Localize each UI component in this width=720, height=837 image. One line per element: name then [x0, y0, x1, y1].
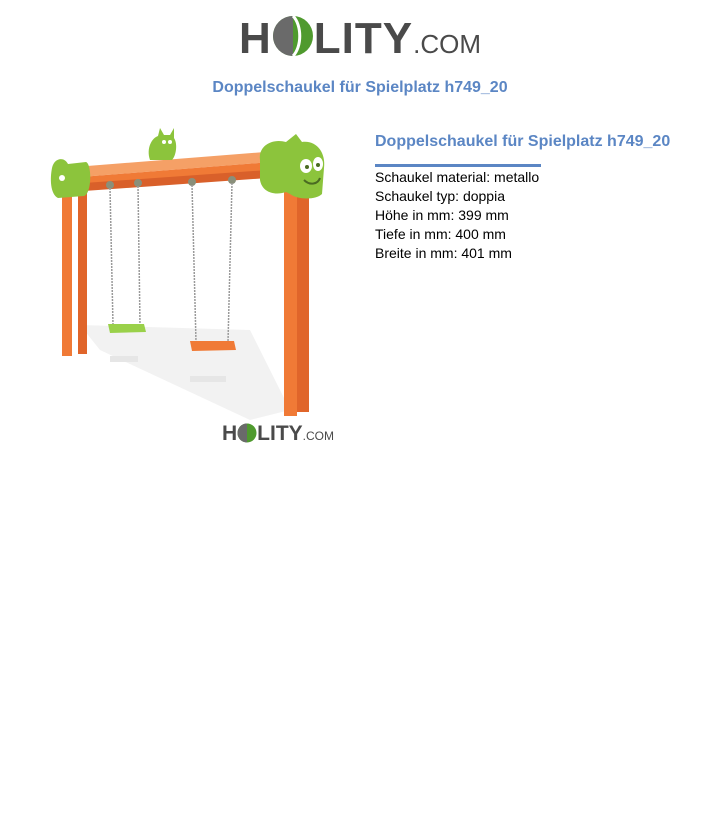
spec-depth: Tiefe in mm: 400 mm [375, 226, 506, 242]
title-divider [375, 164, 541, 167]
product-image [40, 120, 350, 460]
page-title: Doppelschaukel für Spielplatz h749_20 [212, 79, 508, 96]
logo-o-icon [272, 15, 314, 57]
logo-letter-h: H [239, 14, 272, 63]
logo-dotcom: .COM [413, 29, 481, 59]
product-title: Doppelschaukel für Spielplatz h749_20 [375, 133, 671, 150]
holity-logo[interactable] [239, 12, 484, 66]
image-logo-letters: LITY [257, 422, 303, 445]
image-watermark-logo [222, 421, 334, 447]
spec-width: Breite in mm: 401 mm [375, 245, 512, 261]
spec-material: Schaukel material: metallo [375, 169, 540, 185]
image-logo-dotcom: .COM [302, 429, 335, 443]
spec-type: Schaukel typ: doppia [375, 188, 505, 204]
image-logo-o-icon [237, 423, 257, 443]
logo-letters: LITY [313, 14, 414, 63]
spec-height: Höhe in mm: 399 mm [375, 207, 509, 223]
image-logo-letter-h: H [222, 422, 238, 445]
product-details [375, 132, 675, 263]
